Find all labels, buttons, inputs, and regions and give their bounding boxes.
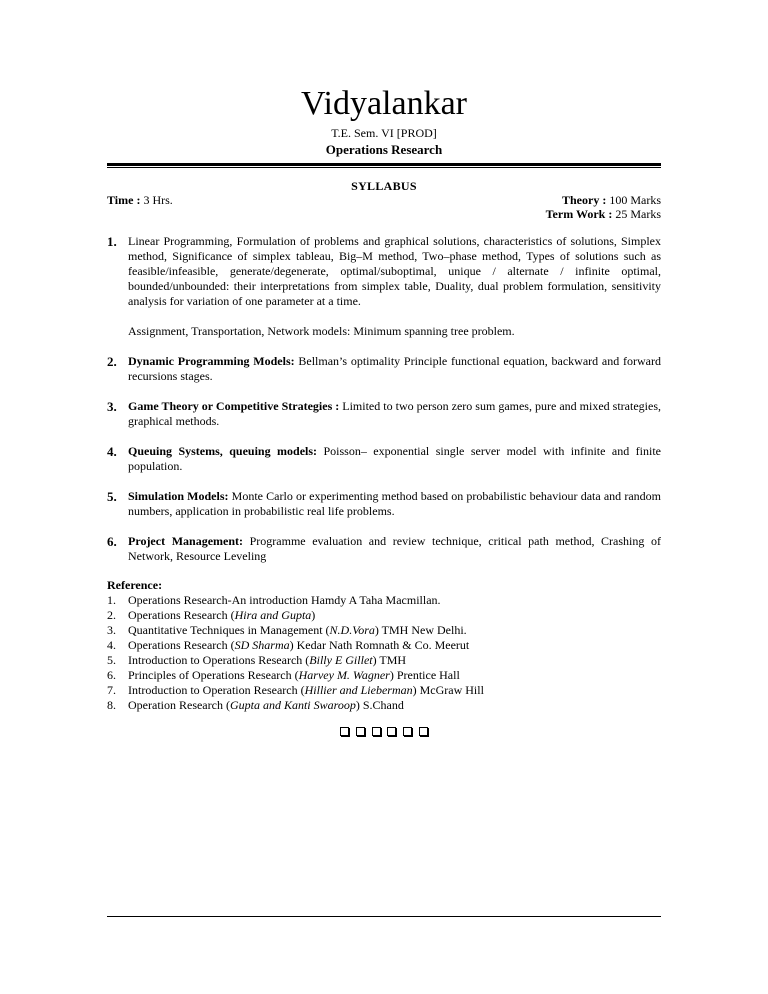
header-divider [107, 163, 661, 168]
square-icon [419, 727, 428, 736]
termwork-value: 25 Marks [615, 207, 661, 221]
reference-text: Introduction to Operations Research ( [128, 653, 310, 667]
reference-text: Quantitative Techniques in Management ( [128, 623, 330, 637]
reference-number: 6. [107, 668, 116, 682]
topic-extra-text: Assignment, Transportation, Network models: Minimum spanning tree problem. [128, 324, 515, 338]
topic-body [128, 399, 661, 429]
reference-text: Principles of Operations Research ( [128, 668, 299, 682]
reference-number: 4. [107, 638, 116, 652]
topic-body [128, 489, 661, 519]
topic-number: 6. [107, 534, 117, 549]
reference-item [107, 683, 661, 698]
time-value: 3 Hrs. [143, 193, 173, 207]
topic-heading: Simulation Models: [128, 489, 229, 503]
topic-list [107, 234, 661, 564]
time-label: Time : [107, 193, 141, 207]
reference-item [107, 638, 661, 653]
semester-subtitle: T.E. Sem. VI [PROD] [331, 126, 437, 140]
topic-heading: Queuing Systems, queuing models: [128, 444, 318, 458]
reference-number: 2. [107, 608, 116, 622]
topic-item [107, 444, 661, 474]
topic-item [107, 399, 661, 429]
reference-number: 8. [107, 698, 116, 712]
reference-number: 5. [107, 653, 116, 667]
reference-publisher: ) S.Chand [355, 698, 404, 712]
topic-text: Bellman’s optimality Principle functional equation, backward and forward recursions stages. [128, 354, 661, 383]
topic-number: 4. [107, 444, 117, 459]
reference-text: Operations Research ( [128, 638, 235, 652]
exam-meta [107, 193, 661, 221]
end-ornament [107, 725, 661, 737]
topic-item [107, 489, 661, 519]
topic-number: 5. [107, 489, 117, 504]
topic-text: Linear Programming, Formulation of problems and graphical solutions, characteristics of solutions, Simplex method, Significance of simplex tableau, Big–M method, Two–phase method, Types of solutions such as feasible/infeasible, generate/degenerate, optimal/suboptimal, unique / alternate / infinite optimal, bounded/unbounded: their interpretations from simplex table, Duality, dual problem formulation, sensitivity analysis for variation of one parameter at a time. [128, 234, 661, 308]
topic-text: Limited to two person zero sum games, pure and mixed strategies, graphical methods. [128, 399, 661, 428]
marks-info [546, 193, 661, 221]
topic-heading: Game Theory or Competitive Strategies : [128, 399, 340, 413]
reference-text: Operations Research ( [128, 608, 235, 622]
reference-publisher: ) Kedar Nath Romnath & Co. Meerut [289, 638, 470, 652]
reference-author: N.D.Vora [329, 623, 375, 637]
theory-value: 100 Marks [609, 193, 661, 207]
topic-body [128, 444, 661, 474]
syllabus-heading: SYLLABUS [351, 179, 417, 193]
page-title: Vidyalankar [301, 85, 467, 122]
footer-divider [107, 916, 661, 917]
reference-number: 1. [107, 593, 116, 607]
reference-text: Operations Research-An introduction Hamdy A Taha Macmillan. [128, 593, 441, 607]
square-icon [340, 727, 349, 736]
theory-label: Theory : [562, 193, 607, 207]
reference-number: 7. [107, 683, 116, 697]
topic-item [107, 234, 661, 339]
square-icon [356, 727, 365, 736]
reference-item [107, 698, 661, 713]
topic-item [107, 534, 661, 564]
reference-list [107, 593, 661, 713]
square-icon [403, 727, 412, 736]
topic-body [128, 534, 661, 564]
reference-item [107, 623, 661, 638]
topic-heading: Dynamic Programming Models: [128, 354, 295, 368]
reference-item [107, 608, 661, 623]
topic-number: 3. [107, 399, 117, 414]
topic-text: Poisson– exponential single server model with infinite and finite population. [128, 444, 661, 473]
topic-heading: Project Management: [128, 534, 244, 548]
topic-body [128, 234, 661, 339]
reference-publisher: ) Prentice Hall [389, 668, 460, 682]
reference-author: Billy E Gillet [309, 653, 373, 667]
square-icon [387, 727, 396, 736]
time-info [107, 193, 173, 221]
reference-number: 3. [107, 623, 116, 637]
reference-author: Hira and Gupta [234, 608, 312, 622]
topic-item [107, 354, 661, 384]
reference-publisher: ) McGraw Hill [412, 683, 484, 697]
reference-author: Hillier and Lieberman [304, 683, 413, 697]
reference-item [107, 593, 661, 608]
square-icon [372, 727, 381, 736]
reference-publisher: ) TMH New Delhi. [374, 623, 467, 637]
topic-text: Monte Carlo or experimenting method based on probabilistic behaviour data and random numbers, application in probabilistic real life problems. [128, 489, 662, 518]
reference-author: Harvey M. Wagner [298, 668, 390, 682]
reference-text: Introduction to Operation Research ( [128, 683, 305, 697]
topic-body [128, 354, 661, 384]
reference-publisher: ) [311, 608, 316, 622]
reference-author: SD Sharma [234, 638, 290, 652]
topic-number: 1. [107, 234, 117, 249]
reference-text: Operation Research ( [128, 698, 230, 712]
reference-heading: Reference: [107, 578, 163, 592]
reference-item [107, 653, 661, 668]
topic-number: 2. [107, 354, 117, 369]
reference-publisher: ) TMH [372, 653, 407, 667]
reference-item [107, 668, 661, 683]
syllabus-page [107, 84, 661, 737]
reference-author: Gupta and Kanti Swaroop [229, 698, 356, 712]
termwork-label: Term Work : [545, 207, 613, 221]
topic-text: Programme evaluation and review technique, critical path method, Crashing of Network, Resource Leveling [128, 534, 661, 563]
course-title: Operations Research [325, 142, 443, 157]
